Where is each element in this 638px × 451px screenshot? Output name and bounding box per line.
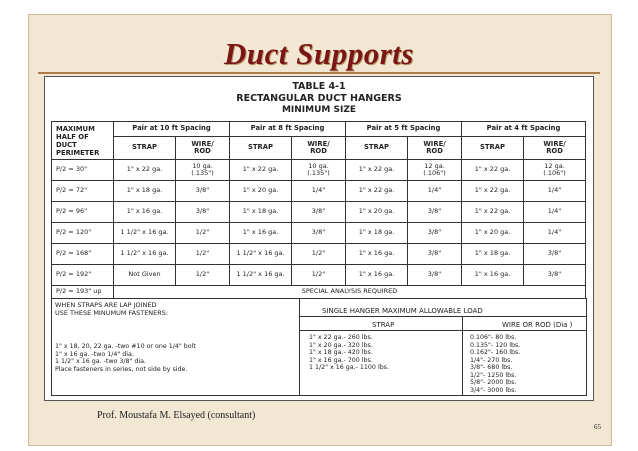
- perimeter-cell: P/2 = 72": [52, 181, 114, 202]
- page-number: 65: [594, 423, 601, 431]
- perimeter-cell: P/2 = 193" up: [52, 286, 114, 299]
- spacing-group-header: Pair at 4 ft Spacing: [462, 122, 586, 137]
- table-cell: 10 ga. (.135"): [292, 160, 346, 181]
- table-cell: 1" x 16 ga.: [230, 223, 292, 244]
- table-row: [52, 265, 586, 286]
- section-divider: [299, 299, 300, 395]
- table-cell: 1" x 18 ga.: [230, 202, 292, 223]
- strap-column-header: STRAP: [114, 137, 176, 160]
- lap-joint-fastener-list: [55, 343, 196, 373]
- perimeter-cell: P/2 = 192": [52, 265, 114, 286]
- fastener-line: Place fasteners in series, not side by side.: [55, 365, 188, 373]
- table-row: [52, 181, 586, 202]
- wire-rod-column-header: WIRE/ ROD: [524, 137, 586, 160]
- table-cell: 12 ga. (.106"): [524, 160, 586, 181]
- wire-rod-column-header: WIRE/ ROD: [292, 137, 346, 160]
- rod-load-item: 3/4"- 3000 lbs.: [470, 386, 517, 394]
- strap-column-header: STRAP: [462, 137, 524, 160]
- table-cell: 1 1/2" x 16 ga.: [230, 244, 292, 265]
- table-cell: 1/2": [176, 244, 230, 265]
- single-hanger-heading: SINGLE HANGER MAXIMUM ALLOWABLE LOAD: [322, 307, 483, 315]
- table-number: TABLE 4-1: [292, 81, 346, 92]
- table-cell: 1/2": [176, 265, 230, 286]
- spacing-group-header: Pair at 10 ft Spacing: [114, 122, 230, 137]
- table-cell: 1" x 22 ga.: [462, 160, 524, 181]
- perimeter-cell: P/2 = 120": [52, 223, 114, 244]
- table-cell: 3/8": [524, 244, 586, 265]
- divider-line: [299, 330, 586, 331]
- table-cell: 1" x 22 ga.: [346, 160, 408, 181]
- table-cell: 1" x 18 ga.: [114, 181, 176, 202]
- spacing-group-header: Pair at 8 ft Spacing: [230, 122, 346, 137]
- table-cell: Not Given: [114, 265, 176, 286]
- duct-hanger-table-document: [44, 76, 594, 401]
- table-cell: 1" x 22 ga.: [462, 181, 524, 202]
- column-divider: [462, 316, 463, 395]
- table-cell: 3/8": [176, 202, 230, 223]
- table-cell: 1/2": [292, 265, 346, 286]
- rod-load-list: [470, 334, 520, 394]
- table-row: [52, 244, 586, 265]
- strap-column-header: STRAP: [230, 137, 292, 160]
- divider-line: [299, 316, 586, 317]
- fastener-line: 1" x 16 ga. -two 1/4" dia.: [55, 350, 134, 358]
- table-row: [52, 286, 586, 299]
- rod-load-item: 0.135"- 120 lbs.: [470, 341, 521, 349]
- strap-load-list: [309, 334, 389, 372]
- slide-title: Duct Supports: [224, 36, 414, 71]
- table-cell: 3/8": [408, 265, 462, 286]
- table-cell: 1/4": [408, 181, 462, 202]
- title-divider: [38, 72, 600, 74]
- table-cell: 1/4": [292, 181, 346, 202]
- table-cell: 1/4": [524, 223, 586, 244]
- table-cell: 1" x 22 ga.: [114, 160, 176, 181]
- table-cell: 1" x 20 ga.: [346, 202, 408, 223]
- rod-load-item: 3/8"- 680 lbs.: [470, 364, 513, 371]
- table-cell: 1" x 18 ga.: [346, 223, 408, 244]
- table-cell: 1" x 22 ga.: [230, 160, 292, 181]
- table-cell: 3/8": [292, 202, 346, 223]
- special-analysis-cell: SPECIAL ANALYSIS REQUIRED: [114, 286, 586, 299]
- table-cell: 1" x 16 ga.: [346, 244, 408, 265]
- perimeter-cell: P/2 = 168": [52, 244, 114, 265]
- table-cell: 1" x 20 ga.: [230, 181, 292, 202]
- table-cell: 3/8": [524, 265, 586, 286]
- wire-rod-column-header: WIRE/ ROD: [176, 137, 230, 160]
- table-cell: 1" x 18 ga.: [462, 244, 524, 265]
- table-cell: 1" x 16 ga.: [114, 202, 176, 223]
- fastener-and-load-section: [51, 298, 587, 396]
- strap-load-item: 1" x 16 ga.- 700 lbs.: [309, 356, 373, 364]
- table-cell: 1" x 22 ga.: [346, 181, 408, 202]
- table-cell: 1" x 20 ga.: [462, 223, 524, 244]
- table-title: RECTANGULAR DUCT HANGERS: [236, 93, 402, 104]
- table-cell: 1" x 16 ga.: [346, 265, 408, 286]
- strap-load-item: 1" x 18 ga.- 420 lbs.: [309, 349, 373, 356]
- table-cell: 1 1/2" x 16 ga.: [230, 265, 292, 286]
- table-cell: 1/4": [524, 202, 586, 223]
- rod-load-item: 1/4"- 270 lbs.: [470, 356, 513, 364]
- perimeter-cell: P/2 = 30": [52, 160, 114, 181]
- table-row: [52, 202, 586, 223]
- table-cell: 3/8": [176, 181, 230, 202]
- spacing-group-header: Pair at 5 ft Spacing: [346, 122, 462, 137]
- table-row: [52, 160, 586, 181]
- rod-load-item: 0.106"- 80 lbs.: [470, 334, 517, 341]
- table-subtitle: MINIMUM SIZE: [281, 105, 357, 115]
- table-row: [52, 223, 586, 244]
- rod-load-item: 1/2"- 1250 lbs.: [470, 371, 517, 379]
- fastener-line: 1" x 18, 20, 22 ga. -two #10 or one 1/4" bolt: [55, 343, 196, 350]
- strap-load-item: 1" x 20 ga.- 320 lbs.: [309, 341, 373, 349]
- lap-joint-heading: WHEN STRAPS ARE LAP JOINED USE THESE MINUMUM FASTENERS:: [55, 301, 169, 317]
- rod-load-header: WIRE OR ROD (Dia ): [502, 321, 573, 329]
- table-cell: 3/8": [408, 244, 462, 265]
- strap-load-item: 1 1/2" x 16 ga.- 1100 lbs.: [309, 364, 389, 371]
- table-cell: 1 1/2" x 16 ga.: [114, 244, 176, 265]
- wire-rod-column-header: WIRE/ ROD: [408, 137, 462, 160]
- table-cell: 1 1/2" x 16 ga.: [114, 223, 176, 244]
- table-cell: 12 ga. (.106"): [408, 160, 462, 181]
- rod-load-item: 5/8"- 2000 lbs.: [470, 379, 517, 386]
- table-cell: 1/2": [292, 244, 346, 265]
- strap-load-header: STRAP: [372, 321, 395, 329]
- table-cell: 1" x 22 ga.: [462, 202, 524, 223]
- strap-column-header: STRAP: [346, 137, 408, 160]
- table-cell: 1/4": [524, 181, 586, 202]
- table-cell: 3/8": [408, 223, 462, 244]
- table-cell: 1/2": [176, 223, 230, 244]
- table-cell: 1" x 16 ga.: [462, 265, 524, 286]
- hanger-size-table: [51, 121, 586, 299]
- author-credit: Prof. Moustafa M. Elsayed (consultant): [97, 410, 256, 421]
- perimeter-cell: P/2 = 96": [52, 202, 114, 223]
- strap-load-item: 1" x 22 ga.- 260 lbs.: [309, 334, 373, 341]
- table-cell: 3/8": [292, 223, 346, 244]
- perimeter-header: MAXIMUM HALF OF DUCT PERIMETER: [52, 122, 114, 160]
- fastener-line: 1 1/2" x 16 ga. -two 3/8" dia.: [55, 358, 147, 365]
- table-cell: 3/8": [408, 202, 462, 223]
- rod-load-item: 0.162"- 160 lbs.: [470, 349, 521, 356]
- table-cell: 10 ga. (.135"): [176, 160, 230, 181]
